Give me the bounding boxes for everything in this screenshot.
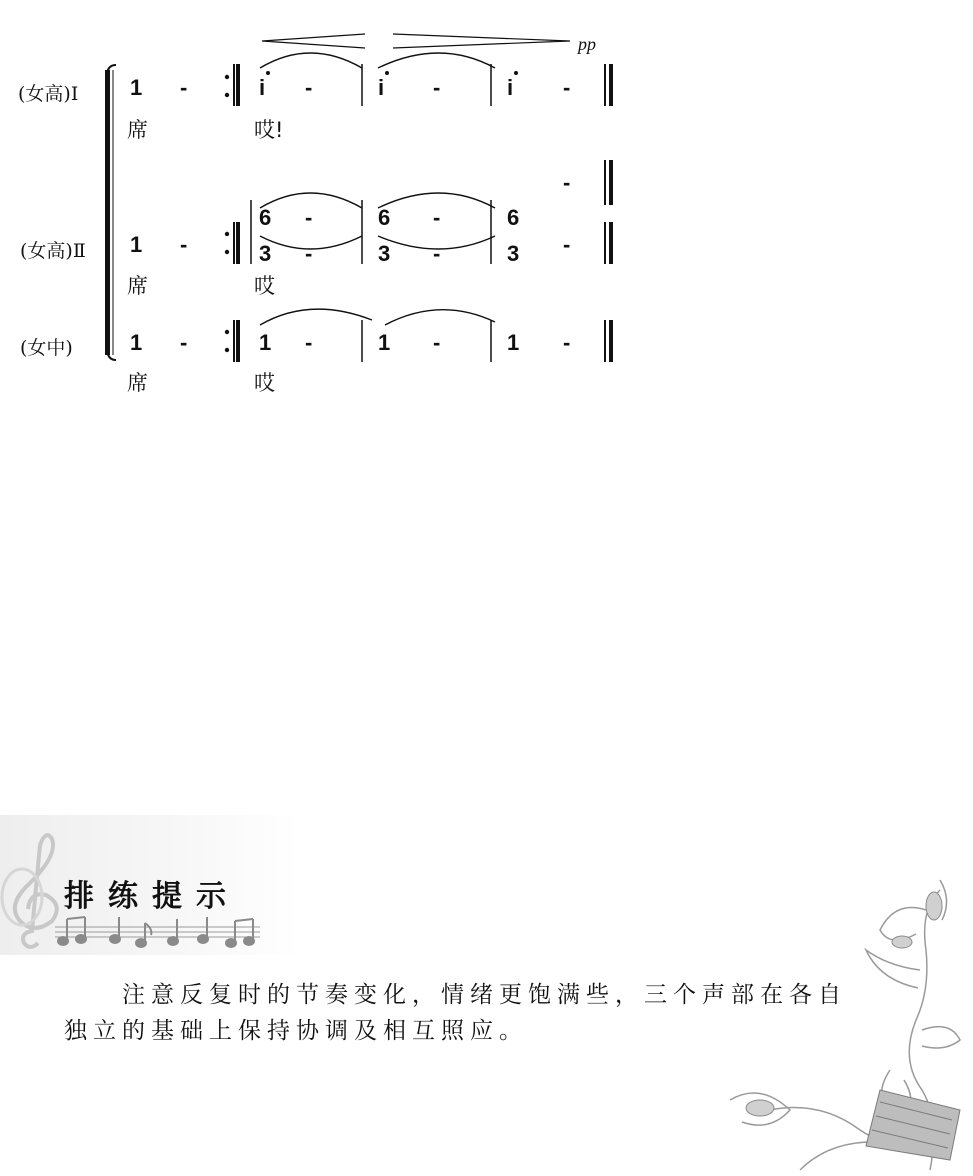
dash: - (433, 330, 441, 355)
dash: - (433, 241, 441, 266)
note: 1 (259, 330, 272, 355)
dash: - (433, 75, 441, 100)
choral-score (0, 0, 973, 410)
dash: - (305, 241, 313, 266)
dash: - (433, 205, 441, 230)
tips-title: 排练提示 (64, 879, 240, 914)
note-high: i (378, 75, 385, 100)
dash: - (563, 330, 571, 355)
dash: - (305, 205, 313, 230)
floral-corner-icon (690, 870, 973, 1176)
dash: - (180, 330, 188, 355)
dash: - (563, 75, 571, 100)
note: 1 (130, 75, 143, 100)
rehearsal-tips-banner (0, 815, 300, 955)
lyric: 哎! (254, 118, 284, 142)
part-label-soprano-1: (女高)Ⅰ (18, 83, 79, 105)
dash: - (305, 330, 313, 355)
part-label-soprano-2: (女高)Ⅱ (20, 240, 86, 262)
note-lower: 3 (378, 241, 391, 266)
dash: - (180, 232, 188, 257)
lyric: 哎 (254, 274, 275, 298)
note: 1 (130, 330, 143, 355)
note-high: i (259, 75, 266, 100)
lyric: 席 (127, 118, 148, 142)
dash: - (563, 170, 571, 195)
barlines (0, 0, 973, 410)
music-notes-icon (55, 913, 265, 949)
note: 1 (130, 232, 143, 257)
note-upper: 6 (259, 205, 272, 230)
dash: - (180, 75, 188, 100)
note-upper: 6 (378, 205, 391, 230)
note: 1 (378, 330, 391, 355)
lyric: 哎 (254, 371, 275, 395)
dash: - (563, 232, 571, 257)
note: 1 (507, 330, 520, 355)
note-lower: 3 (507, 241, 520, 266)
dynamic-pp: pp (578, 34, 596, 54)
dash: - (305, 75, 313, 100)
note-upper: 6 (507, 205, 520, 230)
note-high: i (507, 75, 514, 100)
tips-paragraph: 注意反复时的节奏变化，情绪更饱满些，三个声部在各自独立的基础上保持协调及相互照应。 (64, 982, 847, 1044)
note-lower: 3 (259, 241, 272, 266)
lyric: 席 (127, 371, 148, 395)
part-label-alto: (女中) (20, 337, 73, 359)
lyric: 席 (127, 274, 148, 298)
